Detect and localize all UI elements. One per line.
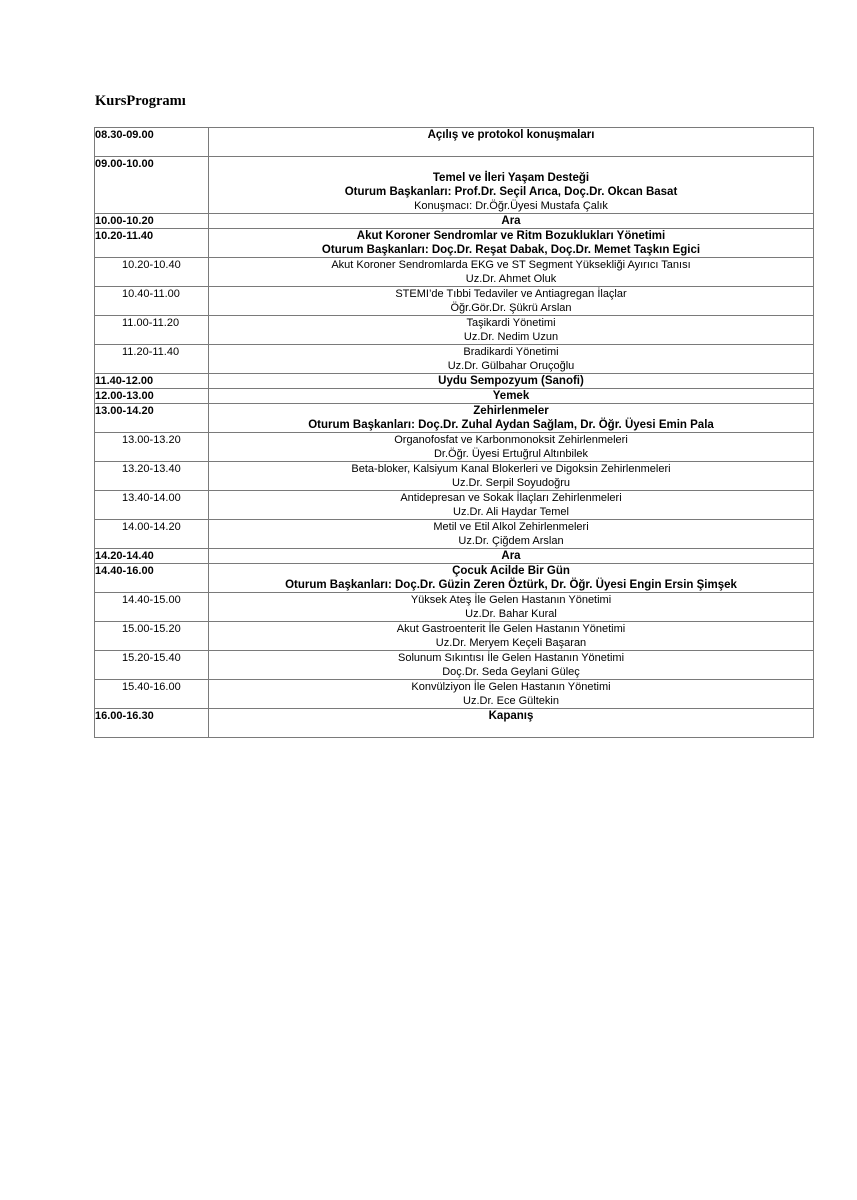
session-title: Ara — [501, 550, 521, 562]
table-row — [95, 258, 814, 287]
talk-topic: Yüksek Ateş İle Gelen Hastanın Yönetimi — [410, 594, 612, 606]
talk-speaker: Doç.Dr. Seda Geylani Güleç — [442, 666, 580, 678]
session-chairs: Oturum Başkanları: Doç.Dr. Güzin Zeren Öztürk, Dr. Öğr. Üyesi Engin Ersin Şimşek — [285, 579, 737, 591]
talk-speaker: Uz.Dr. Bahar Kural — [465, 608, 557, 620]
session-cell — [209, 564, 814, 593]
table-row — [95, 214, 814, 229]
table-row — [95, 374, 814, 389]
talk-cell — [209, 593, 814, 622]
session-title: Açılış ve protokol konuşmaları — [427, 129, 595, 141]
talk-cell — [209, 622, 814, 651]
session-title: Temel ve İleri Yaşam Desteği — [432, 172, 590, 184]
table-row — [95, 229, 814, 258]
session-cell — [209, 374, 814, 389]
talk-topic: Antidepresan ve Sokak İlaçları Zehirlenmeleri — [400, 492, 622, 504]
time-cell: 11.20-11.40 — [95, 345, 209, 374]
session-title: Uydu Sempozyum (Sanofi) — [438, 375, 584, 387]
talk-speaker: Uz.Dr. Serpil Soyudoğru — [452, 477, 570, 489]
table-row — [95, 345, 814, 374]
blank-line — [209, 157, 813, 171]
table-row — [95, 593, 814, 622]
time-cell: 16.00-16.30 — [95, 709, 209, 738]
time-cell: 10.40-11.00 — [95, 287, 209, 316]
table-row — [95, 520, 814, 549]
talk-cell — [209, 258, 814, 287]
talk-topic: Organofosfat ve Karbonmonoksit Zehirlenmeleri — [394, 434, 628, 446]
table-row — [95, 287, 814, 316]
talk-speaker: Uz.Dr. Çiğdem Arslan — [458, 535, 564, 547]
session-cell — [209, 157, 814, 214]
blank-line — [209, 723, 813, 737]
time-cell: 13.20-13.40 — [95, 462, 209, 491]
session-chairs: Oturum Başkanları: Doç.Dr. Reşat Dabak, Doç.Dr. Memet Taşkın Egici — [321, 244, 701, 256]
time-cell: 15.40-16.00 — [95, 680, 209, 709]
page-title: KursProgramı — [95, 93, 186, 109]
talk-speaker: Uz.Dr. Meryem Keçeli Başaran — [435, 637, 587, 649]
table-row — [95, 549, 814, 564]
talk-speaker: Öğr.Gör.Dr. Şükrü Arslan — [450, 302, 572, 314]
table-row — [95, 622, 814, 651]
talk-cell — [209, 316, 814, 345]
talk-speaker: Uz.Dr. Ali Haydar Temel — [453, 506, 569, 518]
session-title: Kapanış — [488, 710, 534, 722]
time-cell: 14.00-14.20 — [95, 520, 209, 549]
time-cell: 15.20-15.40 — [95, 651, 209, 680]
talk-topic: Solunum Sıkıntısı İle Gelen Hastanın Yönetimi — [397, 652, 625, 664]
time-cell: 14.20-14.40 — [95, 549, 209, 564]
talk-topic: Konvülziyon İle Gelen Hastanın Yönetimi — [411, 681, 611, 693]
talk-speaker: Uz.Dr. Nedim Uzun — [463, 331, 559, 343]
talk-topic: Metil ve Etil Alkol Zehirlenmeleri — [433, 521, 589, 533]
talk-topic: Akut Gastroenterit İle Gelen Hastanın Yönetimi — [396, 623, 626, 635]
time-cell: 10.20-10.40 — [95, 258, 209, 287]
session-title: Çocuk Acilde Bir Gün — [452, 565, 570, 577]
talk-speaker: Uz.Dr. Ece Gültekin — [463, 695, 559, 707]
table-row — [95, 316, 814, 345]
talk-cell — [209, 520, 814, 549]
table-row — [95, 564, 814, 593]
talk-cell — [209, 462, 814, 491]
time-cell: 12.00-13.00 — [95, 389, 209, 404]
talk-speaker: Dr.Öğr. Üyesi Ertuğrul Altınbilek — [433, 448, 589, 460]
time-cell: 13.40-14.00 — [95, 491, 209, 520]
table-row — [95, 157, 814, 214]
session-cell — [209, 389, 814, 404]
time-cell: 10.20-11.40 — [95, 229, 209, 258]
session-cell — [209, 549, 814, 564]
talk-topic: STEMI’de Tıbbi Tedaviler ve Antiagregan İlaçlar — [395, 288, 627, 300]
table-row — [95, 433, 814, 462]
talk-cell — [209, 491, 814, 520]
session-title: Yemek — [492, 390, 530, 402]
session-chairs: Oturum Başkanları: Prof.Dr. Seçil Arıca, Doç.Dr. Okcan Basat — [344, 186, 678, 198]
time-cell: 08.30-09.00 — [95, 128, 209, 157]
blank-line — [209, 142, 813, 156]
talk-topic: Akut Koroner Sendromlarda EKG ve ST Segment Yüksekliği Ayırıcı Tanısı — [331, 259, 691, 271]
time-cell: 14.40-15.00 — [95, 593, 209, 622]
program-table — [94, 127, 814, 738]
time-cell: 13.00-13.20 — [95, 433, 209, 462]
talk-speaker: Uz.Dr. Ahmet Oluk — [465, 273, 557, 285]
table-row — [95, 389, 814, 404]
table-row — [95, 651, 814, 680]
session-title: Zehirlenmeler — [473, 405, 549, 417]
talk-speaker: Uz.Dr. Gülbahar Oruçoğlu — [447, 360, 575, 372]
session-speaker: Konuşmacı: Dr.Öğr.Üyesi Mustafa Çalık — [414, 200, 608, 212]
talk-topic: Taşikardi Yönetimi — [466, 317, 556, 329]
session-title: Ara — [501, 215, 521, 227]
time-cell: 15.00-15.20 — [95, 622, 209, 651]
time-cell: 10.00-10.20 — [95, 214, 209, 229]
table-row — [95, 404, 814, 433]
session-cell — [209, 229, 814, 258]
talk-topic: Beta-bloker, Kalsiyum Kanal Blokerleri ve Digoksin Zehirlenmeleri — [351, 463, 671, 475]
table-row — [95, 128, 814, 157]
talk-topic: Bradikardi Yönetimi — [463, 346, 559, 358]
session-cell — [209, 128, 814, 157]
session-chairs: Oturum Başkanları: Doç.Dr. Zuhal Aydan Sağlam, Dr. Öğr. Üyesi Emin Pala — [308, 419, 714, 431]
talk-cell — [209, 433, 814, 462]
talk-cell — [209, 345, 814, 374]
time-cell: 11.40-12.00 — [95, 374, 209, 389]
table-row — [95, 491, 814, 520]
time-cell: 14.40-16.00 — [95, 564, 209, 593]
session-cell — [209, 709, 814, 738]
talk-cell — [209, 680, 814, 709]
talk-cell — [209, 651, 814, 680]
session-cell — [209, 404, 814, 433]
talk-cell — [209, 287, 814, 316]
table-row — [95, 462, 814, 491]
time-cell: 09.00-10.00 — [95, 157, 209, 214]
time-cell: 13.00-14.20 — [95, 404, 209, 433]
time-cell: 11.00-11.20 — [95, 316, 209, 345]
session-cell — [209, 214, 814, 229]
table-row — [95, 680, 814, 709]
session-title: Akut Koroner Sendromlar ve Ritm Bozuklukları Yönetimi — [356, 230, 666, 242]
table-row — [95, 709, 814, 738]
